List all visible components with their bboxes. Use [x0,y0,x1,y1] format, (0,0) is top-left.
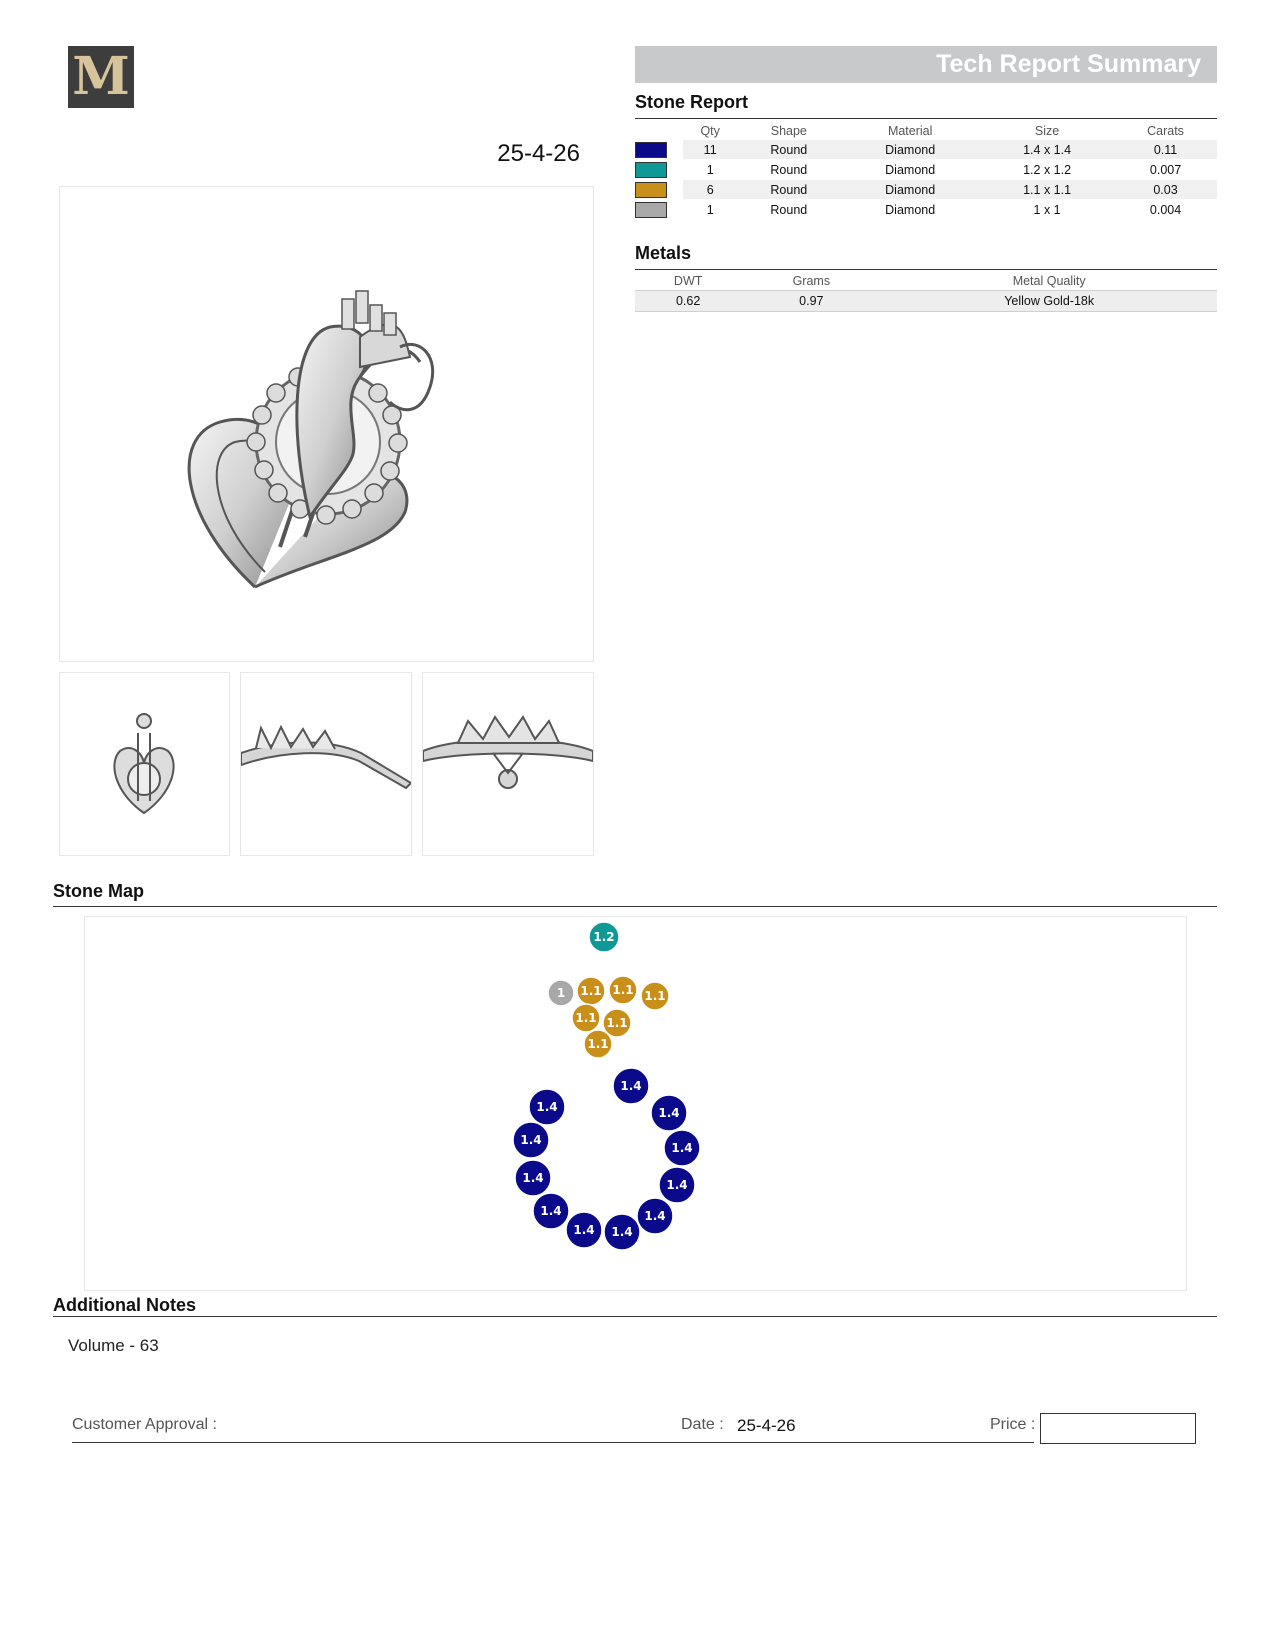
stone-marker [513,1122,549,1158]
material-cell: Diamond [840,200,980,220]
table-row [635,160,1217,180]
stone-size-label: 1.4 [520,1133,542,1147]
size-cell: 1.4 x 1.4 [980,140,1114,160]
material-cell: Diamond [840,180,980,200]
stone-report-table [635,122,1217,220]
stone-size-label: 1.4 [620,1079,642,1093]
column-header: Shape [770,124,807,138]
stone-size-label: 1.4 [611,1225,633,1239]
notes-text: Volume - 63 [68,1336,159,1355]
color-cell [635,160,683,180]
pendant-render-image [60,187,593,661]
metal-quality-cell: Yellow Gold-18k [881,291,1217,312]
stone-size-label: 1.4 [666,1178,688,1192]
signature-line[interactable] [72,1442,1034,1443]
stone-size-label: 1.4 [536,1100,558,1114]
section-divider [53,906,1217,907]
stone-marker [664,1130,700,1166]
date-value: 25-4-26 [737,1416,796,1435]
qty-cell: 1 [683,200,737,220]
logo-letter: M [72,46,130,107]
stone-size-label: 1.1 [606,1016,628,1030]
color-swatch [635,142,667,158]
dwt-cell: 0.62 [635,291,741,312]
stone-size-label: 1.1 [644,989,666,1003]
stone-size-label: 1.4 [540,1204,562,1218]
qty-cell: 11 [683,140,737,160]
color-swatch [635,162,667,178]
stone-size-label: 1.4 [658,1106,680,1120]
shape-cell: Round [737,160,840,180]
metals-heading: Metals [635,243,692,263]
column-header: Carats [1147,124,1184,138]
metals-table [635,272,1217,312]
stone-marker [572,1004,600,1032]
stone-marker [613,1068,649,1104]
material-cell: Diamond [840,140,980,160]
qty-cell: 1 [683,160,737,180]
stone-map-diagram [85,917,1186,1290]
stone-marker [515,1160,551,1196]
shape-cell: Round [737,140,840,160]
stone-marker [637,1198,673,1234]
column-header: Grams [792,274,831,288]
stone-size-label: 1 [556,986,566,1000]
stone-marker [584,1030,612,1058]
qty-cell: 6 [683,180,737,200]
table-row [635,140,1217,160]
date-label: Date : [681,1416,724,1433]
section-divider [635,118,1217,119]
stone-marker [577,977,605,1005]
carats-cell: 0.03 [1114,180,1217,200]
stone-map-panel [84,916,1187,1291]
stone-size-label: 1.1 [587,1037,609,1051]
stone-marker [533,1193,569,1229]
additional-notes-heading: Additional Notes [53,1295,196,1315]
stone-map-heading: Stone Map [53,881,145,901]
size-cell: 1.2 x 1.2 [980,160,1114,180]
customer-approval-label: Customer Approval : [72,1416,217,1433]
company-logo [68,46,134,108]
section-divider [53,1316,1217,1317]
stone-marker [651,1095,687,1131]
column-header: Size [1034,124,1060,138]
color-cell [635,180,683,200]
column-header-color [635,122,683,140]
table-row [635,291,1217,312]
stone-size-label: 1.1 [575,1011,597,1025]
stone-marker [548,980,574,1006]
shape-cell: Round [737,200,840,220]
prong-cluster [342,291,396,335]
report-title: Tech Report Summary [936,50,1201,78]
size-cell: 1 x 1 [980,200,1114,220]
stone-marker [609,976,637,1004]
size-cell: 1.1 x 1.1 [980,180,1114,200]
column-header: DWT [673,274,703,288]
table-row [635,180,1217,200]
price-label: Price : [990,1416,1036,1433]
stone-marker [589,922,619,952]
stone-marker [566,1212,602,1248]
front-view-thumbnail [59,672,230,856]
column-header: Material [887,124,933,138]
side-view-thumbnail [240,672,412,856]
color-cell [635,140,683,160]
side-view-image [241,673,411,855]
table-header-row [635,272,1217,291]
stone-size-label: 1.1 [580,984,602,998]
shape-cell: Round [737,180,840,200]
price-field[interactable] [1040,1413,1196,1444]
front-view-image [60,673,229,855]
stone-size-label: 1.4 [671,1141,693,1155]
material-cell: Diamond [840,160,980,180]
color-swatch [635,202,667,218]
stone-marker [529,1089,565,1125]
carats-cell: 0.004 [1114,200,1217,220]
column-header: Metal Quality [1012,274,1086,288]
stone-marker [604,1214,640,1250]
top-view-thumbnail [422,672,594,856]
table-row [635,200,1217,220]
section-divider [635,269,1217,270]
column-header: Qty [700,124,720,138]
carats-cell: 0.11 [1114,140,1217,160]
stone-marker [659,1167,695,1203]
main-product-view [59,186,594,662]
stone-report-heading: Stone Report [635,92,749,112]
report-title-banner [635,46,1217,83]
stone-size-label: 1.4 [573,1223,595,1237]
table-header-row [635,122,1217,140]
carats-cell: 0.007 [1114,160,1217,180]
top-view-image [423,673,593,855]
stone-size-label: 1.1 [612,983,634,997]
stone-marker [641,982,669,1010]
reference-code: 25-4-26 [497,140,580,167]
stone-size-label: 1.4 [644,1209,666,1223]
color-cell [635,200,683,220]
color-swatch [635,182,667,198]
stone-size-label: 1.4 [522,1171,544,1185]
stone-size-label: 1.2 [593,930,615,944]
grams-cell: 0.97 [741,291,881,312]
